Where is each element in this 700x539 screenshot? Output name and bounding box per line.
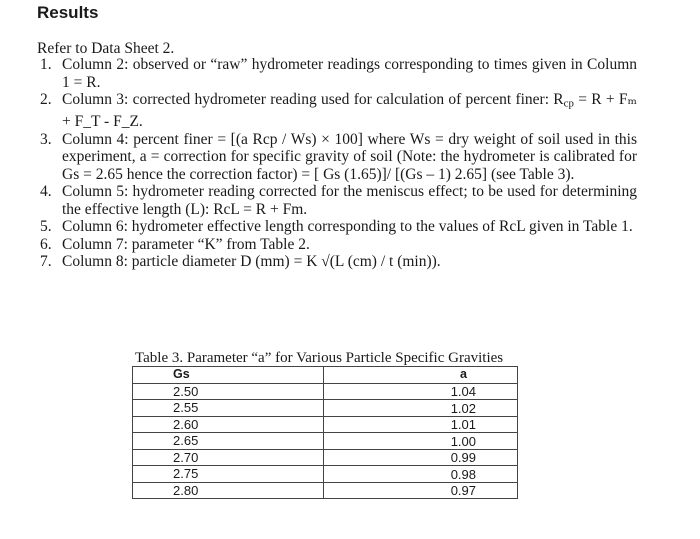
table-row bbox=[133, 449, 518, 466]
item-text: Column 8: particle diameter D (mm) = K √(L (cm) / t (min)). bbox=[62, 253, 441, 271]
results-list bbox=[37, 56, 637, 271]
item-text: Column 2: observed or “raw” hydrometer readings corresponding to times given in Column 1 = R. bbox=[62, 56, 637, 91]
specific-gravity-table bbox=[132, 366, 518, 499]
list-item bbox=[37, 183, 637, 218]
table-row bbox=[133, 383, 518, 400]
item-number: 7. bbox=[40, 253, 52, 271]
table-caption: Table 3. Parameter “a” for Various Particle Specific Gravities bbox=[135, 350, 504, 366]
table-row bbox=[133, 433, 518, 450]
cell-gs: 2.65 bbox=[133, 433, 324, 450]
column-header-a: a bbox=[324, 367, 518, 384]
item-text: Column 4: percent finer = [(a Rcp / Ws) × 100] where Ws = dry weight of soil used in this experiment, a = correction for specific gravity of soil (Note: the hydrometer is calibrated for Gs = 2.65 hence the correction factor) = [ Gs (1.65)]/ [(Gs – 1) 2.65] (see Table 3). bbox=[62, 130, 637, 183]
item-text: Column 5: hydrometer reading corrected for the meniscus effect; to be used for determining the effective length (L): RcL = R + Fm. bbox=[62, 183, 637, 218]
list-item bbox=[37, 56, 637, 91]
item-number: 4. bbox=[40, 183, 52, 201]
item-number: 3. bbox=[40, 130, 52, 148]
cell-a: 0.97 bbox=[324, 482, 518, 499]
list-item bbox=[37, 218, 637, 236]
cell-gs: 2.75 bbox=[133, 466, 324, 483]
cell-a: 1.00 bbox=[324, 433, 518, 450]
cell-a: 1.02 bbox=[324, 400, 518, 417]
table-header-row bbox=[133, 367, 518, 384]
cell-gs: 2.80 bbox=[133, 482, 324, 499]
cell-gs: 2.70 bbox=[133, 449, 324, 466]
column-header-gs: Gs bbox=[133, 367, 324, 384]
table-row bbox=[133, 482, 518, 499]
section-title: Results bbox=[37, 3, 99, 22]
cell-gs: 2.55 bbox=[133, 400, 324, 417]
item-text: Column 3: corrected hydrometer reading used for calculation of percent finer: $R_{cp} = R + F_m$ + F_T - F_Z. bbox=[62, 91, 638, 131]
item-number: 5. bbox=[40, 218, 52, 236]
list-item bbox=[37, 236, 637, 254]
item-number: 6. bbox=[40, 235, 52, 253]
table-row bbox=[133, 400, 518, 417]
cell-a: 1.01 bbox=[324, 416, 518, 433]
intro-text: Refer to Data Sheet 2. bbox=[37, 40, 175, 57]
list-item bbox=[37, 131, 637, 184]
cell-gs: 2.50 bbox=[133, 383, 324, 400]
item-text: Column 6: hydrometer effective length corresponding to the values of RcL given in Table 1. bbox=[62, 218, 633, 236]
item-number: 1. bbox=[40, 56, 52, 73]
item-text: Column 7: parameter “K” from Table 2. bbox=[62, 235, 310, 253]
cell-a: 1.04 bbox=[324, 383, 518, 400]
table-row bbox=[133, 466, 518, 483]
table-row bbox=[133, 416, 518, 433]
cell-gs: 2.60 bbox=[133, 416, 324, 433]
item-number: 2. bbox=[40, 91, 52, 108]
list-item bbox=[37, 253, 637, 271]
cell-a: 0.98 bbox=[324, 466, 518, 483]
list-item bbox=[37, 91, 637, 131]
cell-a: 0.99 bbox=[324, 449, 518, 466]
